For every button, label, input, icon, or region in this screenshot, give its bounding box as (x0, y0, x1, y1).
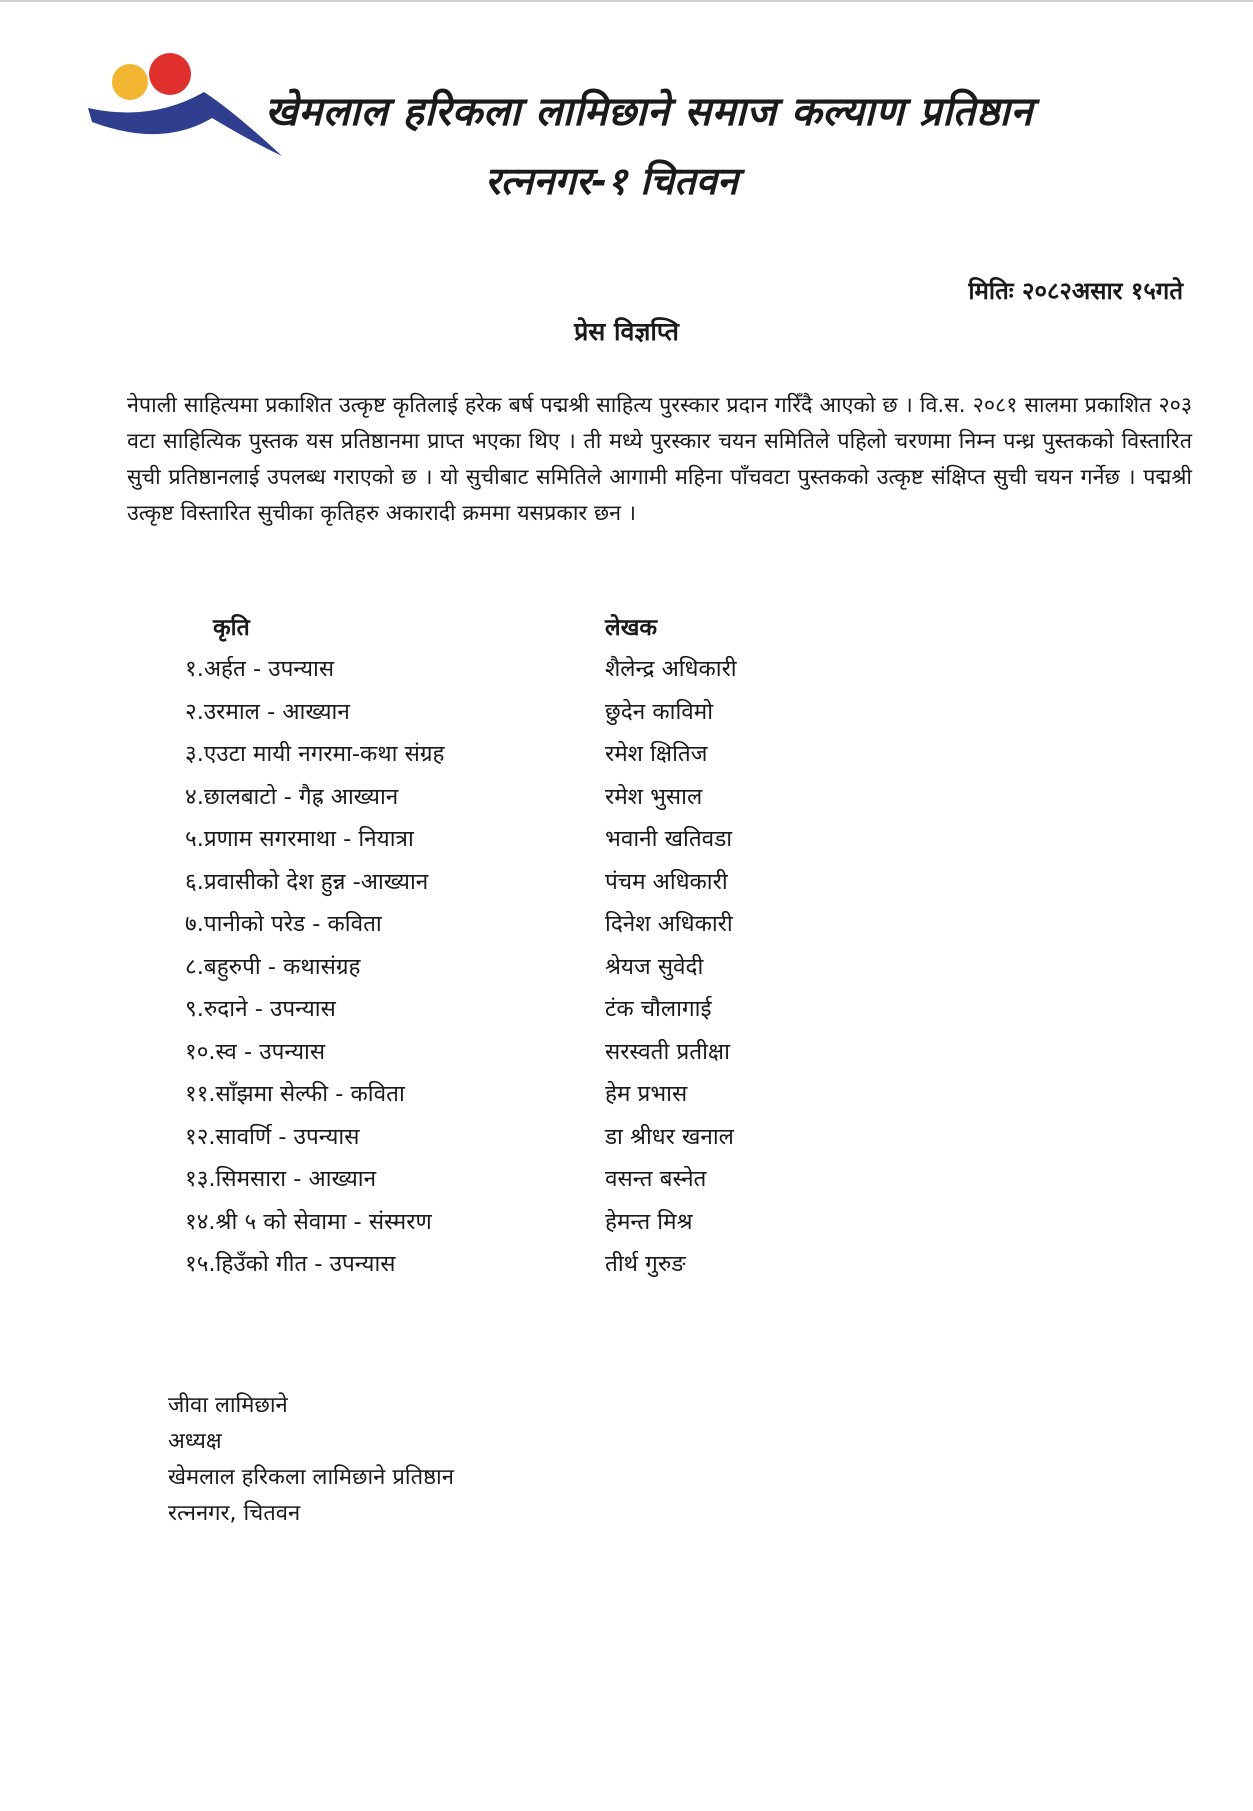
work-author: हेमन्त मिश्र (605, 1208, 693, 1235)
work-author: हेम प्रभास (605, 1081, 688, 1107)
work-title: १०.स्व - उपन्यास (185, 1038, 326, 1065)
work-title: ४.छालबाटो - गैह्र आख्यान (185, 783, 399, 810)
signatory-organization: खेमलाल हरिकला लामिछाने प्रतिष्ठान (168, 1465, 454, 1490)
logo-red-circle (149, 53, 191, 95)
list-item (185, 652, 885, 695)
work-author: सरस्वती प्रतीक्षा (605, 1038, 730, 1065)
work-title: १.अर्हत - उपन्यास (185, 656, 335, 682)
works-list (185, 610, 885, 1290)
work-author: रमेश भुसाल (605, 783, 703, 810)
work-author: शैलेन्द्र अधिकारी (605, 656, 737, 682)
work-title: ५.प्रणाम सगरमाथा - नियात्रा (185, 826, 414, 852)
work-author: वसन्त बस्नेत (605, 1166, 707, 1192)
work-author: पंचम अधिकारी (605, 868, 728, 895)
list-item (185, 1247, 885, 1290)
list-item (185, 695, 885, 738)
signature-block (168, 1388, 454, 1532)
list-item (185, 1205, 885, 1248)
work-title: १३.सिमसारा - आख्यान (185, 1166, 377, 1192)
work-title: ८.बहुरुपी - कथासंग्रह (185, 953, 361, 980)
list-item (185, 780, 885, 823)
work-column-header: कृति (213, 615, 250, 641)
list-item (185, 822, 885, 865)
work-author: भवानी खतिवडा (605, 826, 733, 852)
work-author: तीर्थ गुरुङ (605, 1251, 686, 1277)
work-title: ३.एउटा मायी नगरमा-कथा संग्रह (185, 741, 445, 767)
document-date: मितिः २०८२असार १५गते (968, 277, 1183, 305)
signatory-name: जीवा लामिछाने (168, 1393, 288, 1418)
press-release-heading: प्रेस विज्ञप्ति (574, 317, 679, 346)
work-author: टंक चौलागाई (605, 996, 712, 1022)
work-author: दिनेश अधिकारी (605, 911, 733, 937)
logo-blue-swoosh (88, 92, 282, 156)
list-item (185, 865, 885, 908)
organization-title: खेमलाल हरिकला लामिछाने समाज कल्याण प्रतिष्ठान (265, 89, 1033, 135)
work-author: छुदेन काविमो (605, 698, 714, 725)
work-title: ६.प्रवासीको देश हुन्न -आख्यान (185, 868, 429, 895)
work-title: ९.रुदाने - उपन्यास (185, 996, 336, 1022)
list-item (185, 737, 885, 780)
work-author: रमेश क्षितिज (605, 741, 708, 767)
list-item (185, 1162, 885, 1205)
top-divider (0, 0, 1253, 2)
author-column-header: लेखक (605, 615, 658, 641)
signatory-position: अध्यक्ष (168, 1429, 222, 1454)
list-item (185, 1035, 885, 1078)
work-title: १५.हिउँको गीत - उपन्यास (185, 1251, 396, 1277)
works-list-header (185, 610, 885, 652)
logo-yellow-circle (112, 64, 148, 100)
work-title: ११.साँझमा सेल्फी - कविता (185, 1081, 405, 1107)
organization-subtitle: रत्ननगर-१ चितवन (485, 159, 738, 203)
list-item (185, 1077, 885, 1120)
work-author: डा श्रीधर खनाल (605, 1123, 734, 1150)
organization-logo (82, 52, 292, 172)
intro-paragraph: नेपाली साहित्यमा प्रकाशित उत्कृष्ट कृतिलाई हरेक बर्ष पद्मश्री साहित्य पुरस्कार प्रदान गरिँदै आएको छ । वि.स. २०८१ सालमा प्रकाशित २०३ वटा साहित्यिक पुस्तक यस प्रतिष्ठानमा प्राप्त भएका थिए । ती मध्ये पुरस्कार चयन समितिले पहिलो चरणमा निम्न पन्ध्र पुस्तकको विस्तारित सुची प्रतिष्ठानलाई उपलब्ध गराएको छ । यो सुचीबाट समितिले आगामी महिना पाँचवटा पुस्तकको उत्कृष्ट संक्षिप्त सुची चयन गर्नेछ । पद्मश्री उत्कृष्ट विस्तारित सुचीका कृतिहरु अकारादी क्रममा यसप्रकार छन । (127, 393, 1192, 526)
work-title: २.उरमाल - आख्यान (185, 698, 350, 725)
list-item (185, 1120, 885, 1163)
list-item (185, 907, 885, 950)
work-author: श्रेयज सुवेदी (605, 953, 704, 980)
work-title: १२.सावर्णि - उपन्यास (185, 1123, 360, 1150)
list-item (185, 992, 885, 1035)
list-item (185, 950, 885, 993)
work-title: ७.पानीको परेड - कविता (185, 911, 382, 937)
signatory-address: रत्ननगर, चितवन (168, 1501, 301, 1526)
work-title: १४.श्री ५ को सेवामा - संस्मरण (185, 1208, 432, 1235)
